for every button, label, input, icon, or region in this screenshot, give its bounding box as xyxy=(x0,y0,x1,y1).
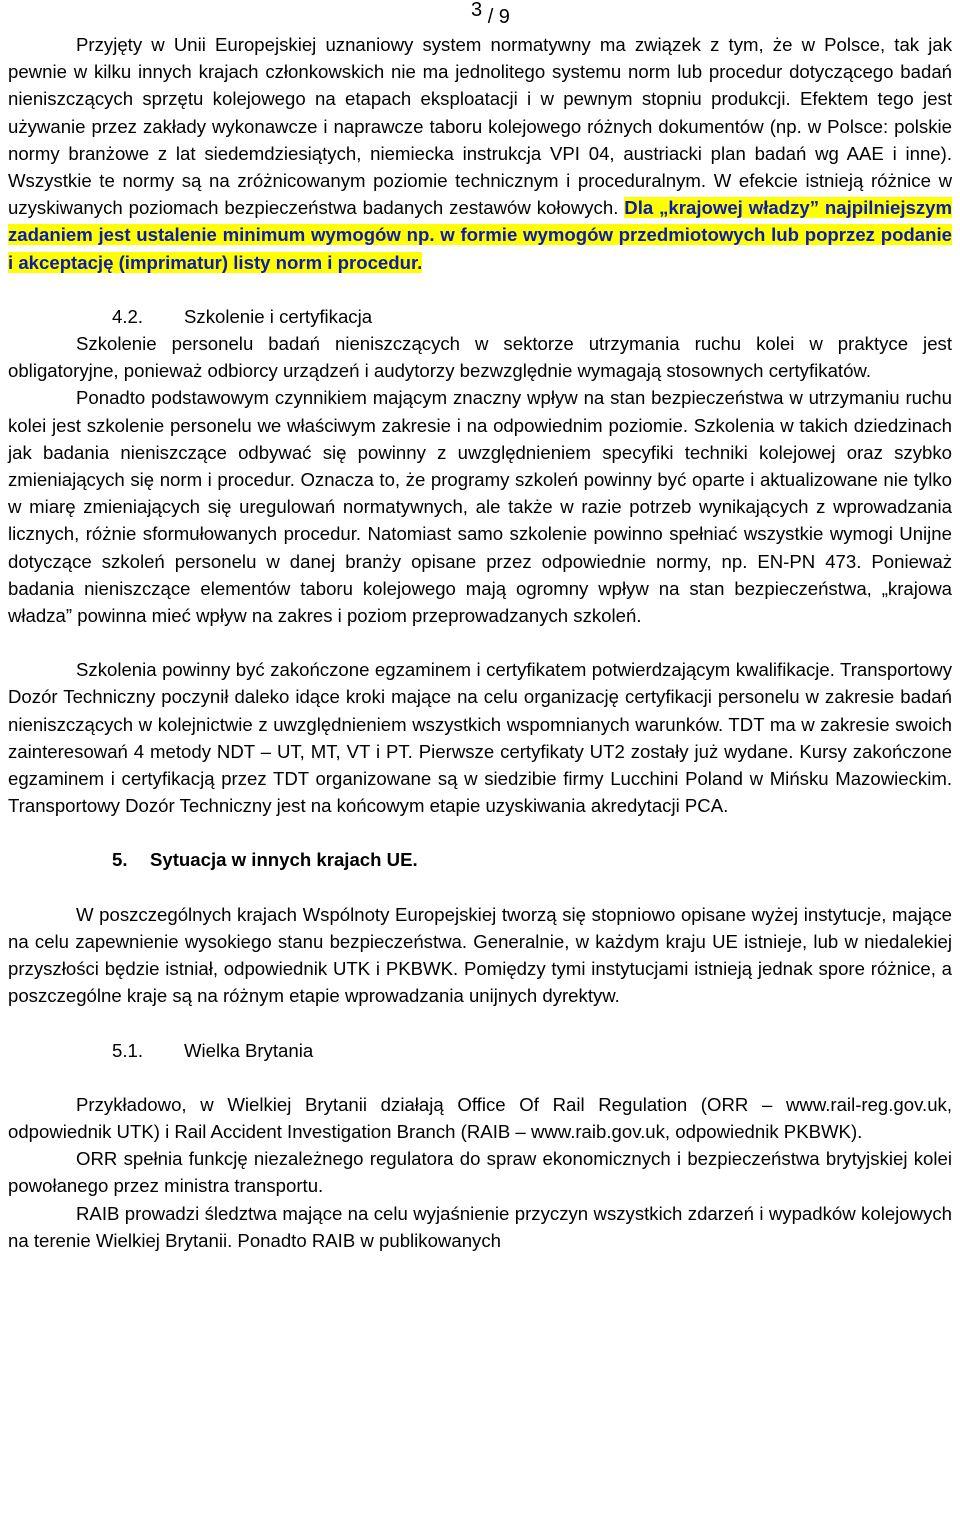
highlighted-conclusion: Dla „krajowej władzy” najpilniejszym zadaniem jest ustalenie minimum wymogów np. w formie wymogów przedmiotowych lub poprzez podanie i akceptację (imprimatur) listy norm i procedur. xyxy=(8,197,952,273)
paragraph: Przykładowo, w Wielkiej Brytanii działają Office Of Rail Regulation (ORR – www.rail-reg.gov.uk, odpowiednik UTK) i Rail Accident Investigation Branch (RAIB – www.raib.gov.uk, odpowiednik PKBWK). xyxy=(8,1093,952,1142)
spacer xyxy=(8,276,952,303)
spacer xyxy=(8,819,952,846)
spacer xyxy=(8,629,952,656)
paragraph: W poszczególnych krajach Wspólnoty Europejskiej tworzą się stopniowo opisane wyżej instytucje, mające na celu zapewnienie wysokiego stanu bezpieczeństwa. Generalnie, w każdym kraju UE istnieje, lub w niedalekiej przyszłości będzie istniał, odpowiednik UTK i PKBWK. Pomiędzy tymi instytucjami istnieją jednak spore różnice, a poszczególne kraje są na różnym etapie wprowadzania unijnych dyrektyw. xyxy=(8,903,952,1007)
intro-paragraph xyxy=(8,31,952,276)
section-5-heading xyxy=(8,846,952,873)
document-body xyxy=(8,31,952,1254)
page-number-total: / 9 xyxy=(487,6,510,28)
spacer xyxy=(8,874,952,901)
intro-paragraph-text: Przyjęty w Unii Europejskiej uznaniowy system normatywny ma związek z tym, że w Polsce, tak jak pewnie w kilku innych krajach członkowskich nie ma jednolitego systemu norm lub procedur dotyczącego badań nieniszczących sprzętu kolejowego na etapach eksploatacji i w pewnym stopniu produkcji. Efektem tego jest używanie przez zakłady wykonawcze i naprawcze taboru kolejowego różnych dokumentów (np. w Polsce: polskie normy branżowe z lat siedemdziesiątych, niemiecka instrukcja VPI 04, austriacki plan badań wg AAE i inne). Wszystkie te normy są na zróżnicowanym poziomie technicznym i proceduralnym. W efekcie istnieją różnice w uzyskiwanych poziomach bezpieczeństwa badanych zestawów kołowych. xyxy=(8,34,952,219)
paragraph: Szkolenie personelu badań nieniszczących w sektorze utrzymania ruchu kolei w praktyce jest obligatoryjne, ponieważ odbiorcy urządzeń i audytorzy bezwzględnie wymagają stosownych certyfikatów. xyxy=(8,333,952,382)
section-4-2-heading xyxy=(8,303,952,330)
paragraph: Ponadto podstawowym czynnikiem mającym znaczny wpływ na stan bezpieczeństwa w utrzymaniu ruchu kolei jest szkolenie personelu we właściwym zakresie i na odpowiednim poziomie. Szkolenia w takich dziedzinach jak badania nieniszczące odbywać się powinny z uwzględnieniem specyfiki techniki kolejowej oraz szybko zmieniających się norm i procedur. Oznacza to, że programy szkoleń powinny być oparte i aktualizowane nie tylko w miarę zmieniających się uregulowań normatywnych, ale także w razie potrzeb wynikających z wprowadzania licznych, różnie sformułowanych procedur. Natomiast samo szkolenie powinno spełniać wszystkie wymogi Unijne dotyczące szkoleń personelu w danej branży opisane przez odpowiednie normy, np. EN-PN 473. Ponieważ badania nieniszczące elementów taboru kolejowego mają ogromny wpływ na stan bezpieczeństwa, „krajowa władza” powinna mieć wpływ na zakres i poziom przeprowadzanych szkoleń. xyxy=(8,387,952,627)
section-number: 4.2. xyxy=(112,305,144,327)
section-number: 5. xyxy=(112,849,128,871)
section-title: Szkolenie i certyfikacja xyxy=(184,305,373,327)
page-number-current: 3 xyxy=(471,0,483,21)
section-title: Sytuacja w innych krajach UE. xyxy=(150,849,418,871)
paragraph: ORR spełnia funkcję niezależnego regulatora do spraw ekonomicznych i bezpieczeństwa brytyjskiej kolei powołanego przez ministra transportu. xyxy=(8,1148,952,1197)
spacer xyxy=(8,1064,952,1091)
section-number: 5.1. xyxy=(112,1039,144,1061)
section-title: Wielka Brytania xyxy=(184,1039,314,1061)
spacer xyxy=(8,1010,952,1037)
paragraph: RAIB prowadzi śledztwa mające na celu wyjaśnienie przyczyn wszystkich zdarzeń i wypadków kolejowych na terenie Wielkiej Brytanii. Ponadto RAIB w publikowanych xyxy=(8,1202,952,1251)
section-5-1-heading xyxy=(8,1037,952,1064)
paragraph: Szkolenia powinny być zakończone egzaminem i certyfikatem potwierdzającym kwalifikacje. Transportowy Dozór Techniczny poczynił daleko idące kroki mające na celu organizację certyfikacji personelu w zakresie badań nieniszczących w kolejnictwie z uwzględnieniem wszystkich wspomnianych warunków. TDT ma w zakresie swoich zainteresowań 4 metody NDT – UT, MT, VT i PT. Pierwsze certyfikaty UT2 zostały już wydane. Kursy zakończone egzaminem i certyfikacją przez TDT organizowane są w siedzibie firmy Lucchini Poland w Mińsku Mazowieckim. Transportowy Dozór Techniczny jest na końcowym etapie uzyskiwania akredytacji PCA. xyxy=(8,659,952,817)
page-number xyxy=(471,0,510,28)
